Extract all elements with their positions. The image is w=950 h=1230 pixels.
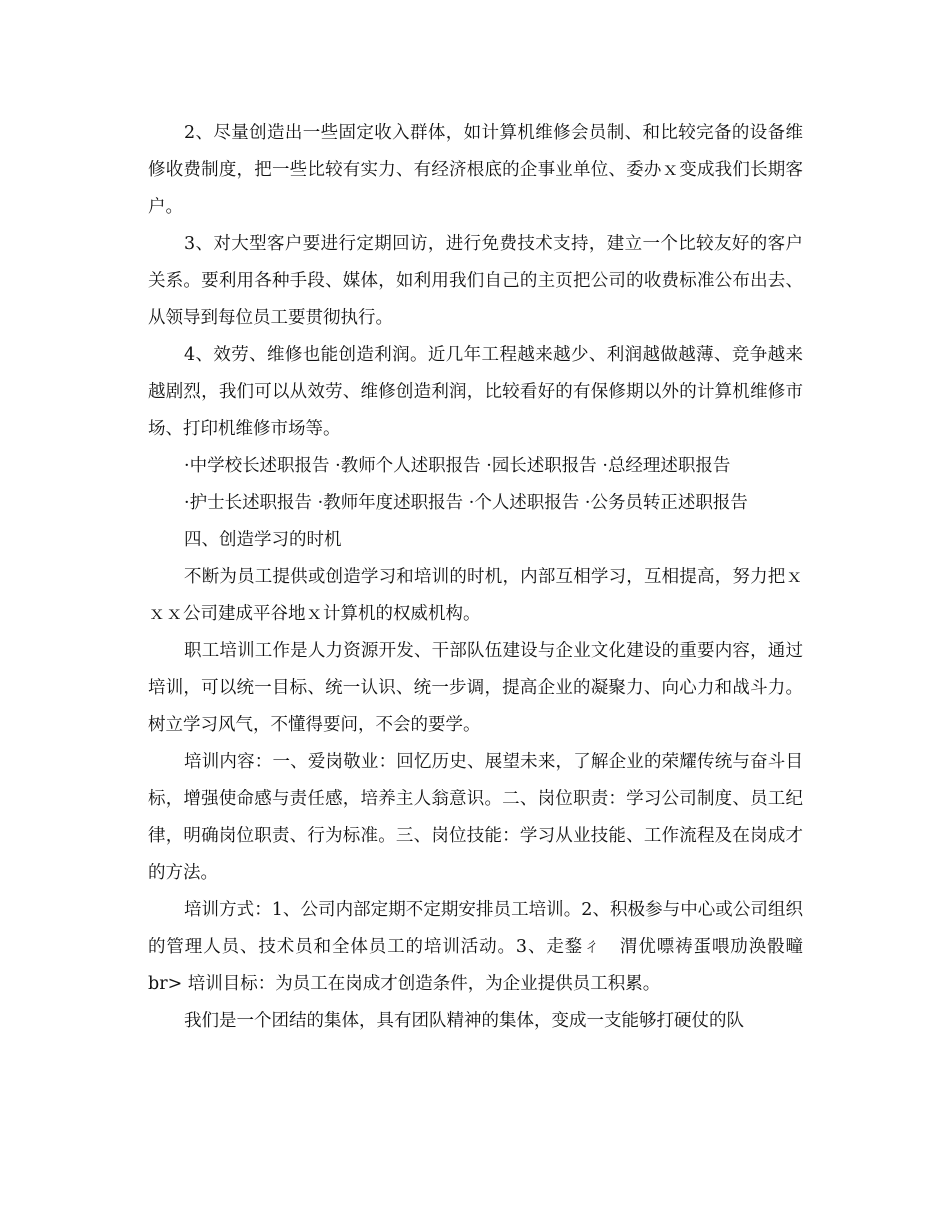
document-body <box>148 115 821 1040</box>
paragraph-learning-opportunity: 不断为员工提供或创造学习和培训的时机，内部互相学习，互相提高，努力把ｘｘｘ公司建成平谷地ｘ计算机的权威机构。 <box>148 567 803 624</box>
paragraph-staff-training: 职工培训工作是人力资源开发、干部队伍建设与企业文化建设的重要内容，通过培训，可以统一目标、统一认识、统一步调，提高企业的凝聚力、向心力和战斗力。树立学习风气，不懂得要问，不会的要学。 <box>148 641 803 735</box>
section-heading-learning: 四、创造学习的时机 <box>184 530 342 550</box>
paragraph-fixed-income: 2、尽量创造出一些固定收入群体，如计算机维修会员制、和比较完备的设备维修收费制度，把一些比较有实力、有经济根底的企事业单位、委办ｘ变成我们长期客户。 <box>148 123 803 217</box>
related-links-line-2[interactable]: ·护士长述职报告 ·教师年度述职报告 ·个人述职报告 ·公务员转正述职报告 <box>184 493 748 513</box>
related-links-line-1[interactable]: ·中学校长述职报告 ·教师个人述职报告 ·园长述职报告 ·总经理述职报告 <box>184 456 731 476</box>
paragraph-training-content: 培训内容：一、爱岗敬业：回忆历史、展望未来，了解企业的荣耀传统与奋斗目标，增强使命感与责任感，培养主人翁意识。二、岗位职责：学习公司制度、员工纪律，明确岗位职责、行为标准。三、岗位技能：学习从业技能、工作流程及在岗成才的方法。 <box>148 752 803 883</box>
paragraph-training-method: 培训方式：1、公司内部定期不定期安排员工培训。2、积极参与中心或公司组织的管理人员、技术员和全体员工的培训活动。3、走鍪ㄔ 渭优嘌祷蛋喂劢涣骰疃 br> 培训目标：为员工在岗成才创造条件，为企业提供员工积累。 <box>148 900 821 994</box>
paragraph-client-visits: 3、对大型客户要进行定期回访，进行免费技术支持，建立一个比较友好的客户关系。要利用各种手段、媒体，如利用我们自己的主页把公司的收费标准公布出去、从领导到每位员工要贯彻执行。 <box>148 234 803 328</box>
paragraph-team: 我们是一个团结的集体，具有团队精神的集体，变成一支能够打硬仗的队 <box>184 1011 744 1031</box>
paragraph-service-profit: 4、效劳、维修也能创造利润。近几年工程越来越少、利润越做越薄、竞争越来越剧烈，我们可以从效劳、维修创造利润，比较看好的有保修期以外的计算机维修市场、打印机维修市场等。 <box>148 345 803 439</box>
